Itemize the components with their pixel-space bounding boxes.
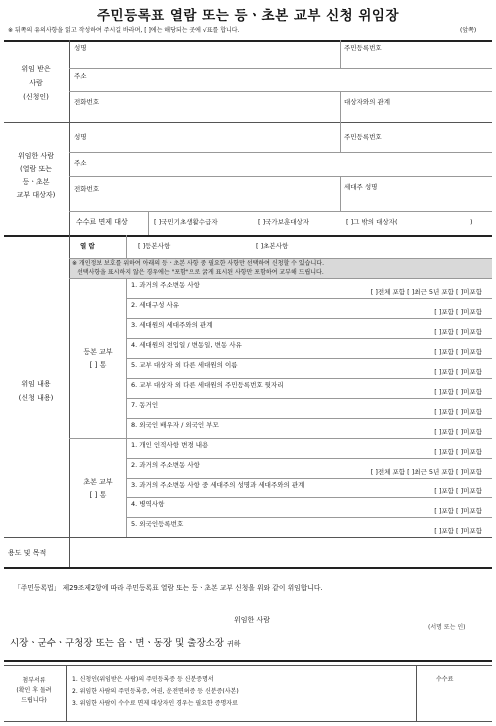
chobon-item-text: 1. 개인 인적사항 변경 내용: [131, 441, 209, 449]
chobon-item-options[interactable]: [ ]포함 [ ]미포함: [434, 527, 482, 535]
fee-exempt-label: 수수료 면제 대상: [76, 218, 128, 226]
deungbon-label: 등본 교부 [ ] 통: [83, 348, 113, 369]
deungbon-item-text: 1. 과거의 주소변동 사항: [131, 281, 200, 289]
fee-opt-veteran[interactable]: [ ]국가보훈대상자: [258, 218, 310, 226]
row-divider: [126, 517, 492, 518]
deungbon-item-options[interactable]: [ ]포함 [ ]미포함: [434, 428, 482, 436]
attachment-2: 2. 위임한 사람의 주민등록증, 여권, 운전면허증 등 신분증(사본): [72, 688, 239, 695]
chobon-item-text: 2. 과거의 주소변동 사항: [131, 460, 200, 469]
delegation-statement: 「주민등록법」 제29조제2항에 따라 주민등록표 열람 또는 등ㆍ초본 교부 신청을 위와 같이 위임합니다.: [14, 584, 323, 592]
row-divider: [126, 458, 492, 459]
page-side-label: (앞쪽): [460, 27, 477, 34]
deungbon-item-options[interactable]: [ ]포함 [ ]미포함: [434, 388, 482, 396]
addressee: 시장ㆍ군수ㆍ구청장 또는 읍ㆍ면ㆍ동장 및 출장소장 귀하: [10, 638, 241, 649]
fee-opt-other[interactable]: [ ]그 밖의 대상자(: [346, 218, 398, 226]
scope-section-label: 위임 내용 (신청 내용): [18, 380, 54, 402]
row-divider: [126, 358, 492, 359]
row-divider: [126, 418, 492, 419]
attachments-label: 첨부서류 (확인 후 돌려 드립니다): [16, 677, 52, 704]
row-divider: [126, 318, 492, 319]
deungbon-item-text: 5. 교부 대상자 외 다른 세대원의 이름: [131, 361, 238, 369]
privacy-note-line2: 선택사항을 표시하지 않은 경우에는 "포함"으로 굵게 표시된 사항만 포함하여 교부해 드립니다.: [77, 269, 324, 276]
attachment-3: 3. 위임한 사람이 수수료 면제 대상자인 경우는 필요한 증명자료: [72, 700, 238, 707]
grantee-name-label: 성명: [74, 44, 87, 52]
grantee-phone-label: 전화번호: [74, 98, 100, 106]
deungbon-item-text: 4. 세대원의 전입일 / 변동일, 변동 사유: [131, 341, 242, 349]
deungbon-item-text: 3. 세대원의 세대주와의 관계: [131, 321, 213, 329]
fee-opt-basic[interactable]: [ ]국민기초생활수급자: [154, 218, 218, 226]
grantee-address-label: 주소: [74, 72, 87, 80]
row-divider: [126, 378, 492, 379]
fee-box-label: 수수료: [436, 676, 454, 683]
row-divider: [126, 398, 492, 399]
attachment-1: 1. 신청인(위임받은 사람)의 주민등록증 등 신분증명서: [72, 676, 214, 683]
deungbon-item-text: 7. 동거인: [131, 401, 159, 409]
row-divider: [126, 478, 492, 479]
grantee-rrn-label: 주민등록번호: [344, 44, 382, 52]
deungbon-item-text: 2. 세대구성 사유: [131, 301, 180, 309]
signer-label: 위임한 사람: [234, 616, 271, 624]
grantor-rrn-label: 주민등록번호: [344, 133, 382, 141]
grantor-address-label: 주소: [74, 159, 87, 167]
row-divider: [126, 338, 492, 339]
grantor-section-label: 위임한 사람 (열람 또는 등ㆍ초본 교부 대상자): [16, 152, 56, 199]
deungbon-item-options[interactable]: [ ]포함 [ ]미포함: [434, 308, 482, 316]
chobon-item-options[interactable]: [ ]전체 포함 [ ]최근 5년 포함 [ ]미포함: [370, 467, 482, 476]
sign-hint: (서명 또는 인): [428, 624, 466, 631]
chobon-item-text: 4. 병역사항: [131, 500, 165, 509]
top-border: [4, 40, 492, 42]
fee-opt-other-close: ): [470, 218, 473, 226]
deungbon-item-text: 6. 교부 대상자 외 다른 세대원의 주민등록번호 뒷자리: [131, 381, 284, 389]
deungbon-item-options[interactable]: [ ]포함 [ ]미포함: [434, 328, 482, 336]
grantee-relation-label: 대상자와의 관계: [344, 98, 391, 106]
chobon-item-text: 3. 과거의 주소변동 사항 중 세대주의 성명과 세대주와의 관계: [131, 480, 305, 489]
form-title: 주민등록표 열람 또는 등ㆍ초본 교부 신청 위임장: [96, 8, 400, 24]
chobon-item-options[interactable]: [ ]포함 [ ]미포함: [434, 487, 482, 496]
grantee-section-label: 위임 받은 사람 (신청인): [21, 65, 51, 101]
view-opt-chobon[interactable]: [ ]초본사항: [256, 242, 289, 250]
row-divider: [126, 298, 492, 299]
chobon-item-text: 5. 외국인등록번호: [131, 520, 184, 529]
chobon-item-options[interactable]: [ ]포함 [ ]미포함: [434, 507, 482, 516]
deungbon-item-options[interactable]: [ ]포함 [ ]미포함: [434, 368, 482, 376]
chobon-item-options[interactable]: [ ]포함 [ ]미포함: [434, 447, 482, 456]
deungbon-item-options[interactable]: [ ]포함 [ ]미포함: [434, 348, 482, 356]
deungbon-item-text: 8. 외국인 배우자 / 외국인 부모: [131, 421, 219, 429]
deungbon-item-options[interactable]: [ ]전체 포함 [ ]최근 5년 포함 [ ]미포함: [370, 288, 482, 296]
view-opt-deungbon[interactable]: [ ]등본사항: [138, 242, 171, 250]
purpose-label: 용도 및 목적: [8, 549, 47, 557]
notice-text: ※ 뒤쪽의 유의사항을 읽고 작성하여 주시길 바라며, [ ]에는 해당되는 곳에 √표를 합니다.: [8, 27, 240, 34]
deungbon-item-options[interactable]: [ ]포함 [ ]미포함: [434, 408, 482, 416]
row-divider: [126, 497, 492, 498]
grantor-phone-label: 전화번호: [74, 185, 100, 193]
chobon-label: 초본 교부 [ ] 통: [83, 478, 113, 499]
householder-label: 세대주 성명: [344, 183, 378, 191]
view-label: 열 람: [80, 242, 95, 250]
grantor-name-label: 성명: [74, 133, 87, 141]
privacy-note-line1: ※ 개인정보 보호를 위하여 아래의 등ㆍ초본 사항 중 필요한 사항만 선택하여 신청할 수 있습니다.: [72, 260, 324, 267]
